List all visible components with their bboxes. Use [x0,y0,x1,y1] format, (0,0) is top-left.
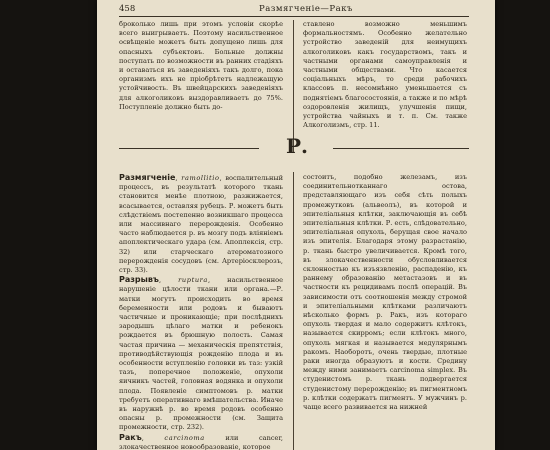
page-header [119,3,469,15]
paragraph: броколько лишь при этомъ условіи скорѣе всего выигрываетъ. Поэтому насильственное освѣщеніе можетъ быть допущено лишь для опасныхъ субъектовъ. Больные должны поступать по возможности въ ранних стадіяхъ и оставаться въ заведеніяхъ такъ долго, пока организмъ ихъ не пріобрѣтетъ надлежащую устойчивость. Въ швейцарскихъ заведеніяхъ для алкоголиковъ выздоравливаетъ до 75%. Поступленіе должно быть до- [119,20,283,111]
dictionary-entry: Ракъ, carcinoma или cancer, злокачественное новообразованіе, которое [119,432,283,450]
section-rule-right [333,148,469,149]
bottom-left-column [119,173,283,450]
entry-text: или cancer, злокачественное новообразованіе, которое [119,433,283,450]
entry-text: , воспалительный процессъ, въ результатѣ которого ткань становится менѣе плотною, разжижается, всасывается, оставляя рубецъ. Р. можетъ быть слѣдствіемъ постепенно возникшаго процесса или массивнаго перерожденія. Особенно часто наблюдается р. въ мозгу подъ вліяніемъ апоплектическаго удара (см. Апоплексія, стр. 32) или старческаго атероматозного перерожденія сосудовъ (см. Артеріосклерозъ, стр. 33). [119,174,283,275]
dictionary-entry: Размягченіе, ramollitio, воспалительный процессъ, въ результатѣ которого ткань становится менѣе плотною, разжижается, всасывается, оставляя рубецъ. Р. можетъ быть слѣдствіемъ постепенно возникшаго процесса или массивнаго перерожденія. Особенно часто наблюдается р. въ мозгу подъ вліяніемъ апоплектическаго удара (см. Апоплексія, стр. 32) или старческаго атероматозного перерожденія сосудовъ (см. Артеріосклерозъ, стр. 33). [119,173,283,275]
header-rule [119,16,469,17]
entry-latin-term: ruptura [178,276,208,285]
entry-text: , насильственное нарушеніе цѣлости ткани или органа.—Р. матки могутъ происходить во время беременности или родовъ и бываютъ частичные и проникающіе; при послѣднихъ зародышъ цѣлаго матки и ребенокъ рождается въ брюшную полость. Самая частая причина — механическія препятствія, противодѣйствующія рожденію плода и въ особенности вступленію головки въ таз: узкій тазъ, поперечное положеніе, опухоли яичникъ частей, головная водянка и опухоли плода. Появленіе симптомовъ р. матки требуетъ оперативнаго вмѣшательства. Иначе въ наружнѣ р. во время родовъ особенно опасны р. промежности (см. Защита промежности, стр. 232). [119,276,283,432]
column-divider [293,172,294,450]
column-divider [293,20,294,152]
bottom-right-column [303,173,467,450]
page-number: 458 [119,4,136,14]
running-title: Размягченіе—Ракъ [259,4,353,14]
book-page [97,0,495,450]
entry-title: Ракъ [119,432,142,442]
entry-latin-term: ramollitio [181,174,220,182]
section-rule-left [119,148,259,149]
paragraph: ставлено возможно меньшимъ формальностямъ. Особенно желательно устройство заведеній для неимущихъ алкоголиковъ какъ государствомъ, такъ и частными органами самоуправленія и частными обществами. Что касается соціальныхъ мѣръ, то среди рабочихъ классовъ п. несомнѣнно уменьшается съ поднятіемъ благосостоянія, а также и по мѣрѣ оздоровленія жилищъ, улучшенія пищи, устройства чайныхъ и т. п. См. также Алкоголизмъ, стр. 11. [303,20,467,130]
entry-latin-term: carcinoma [164,433,205,442]
section-letter: Р. [285,134,308,158]
entry-title: Размягченіе [119,173,176,182]
dictionary-entry: Разрывъ, ruptura, насильственное нарушеніе цѣлости ткани или органа.—Р. матки могутъ происходить во время беременности или родовъ и бываютъ частичные и проникающіе; при послѣднихъ зародышъ цѣлаго матки и ребенокъ рождается въ брюшную полость. Самая частая причина — механическія препятствія, противодѣйствующія рожденію плода и въ особенности вступленію головки въ таз: узкій тазъ, поперечное положеніе, опухоли яичникъ частей, головная водянка и опухоли плода. Появленіе симптомовъ р. матки требуетъ оперативнаго вмѣшательства. Иначе въ наружнѣ р. во время родовъ особенно опасны р. промежности (см. Защита промежности, стр. 232). [119,275,283,432]
paragraph: состоитъ, подобно железамъ, изъ соединительнотканнаго остова, представляющаго изъ себя сѣть полыхъ промежутковъ (альвеолъ), въ которой и эпителіальныя клѣтки, заключающія въ себѣ эпителіальныя клѣтки. Р. есть, слѣдовательно, эпителіальная опухоль, берущая свое начало изъ эпителія. Благодаря этому разрастанію, р. ткань быстро увеличивается. Кромѣ того, въ злокачественности обусловливается склонностью къ изъязвленію, распаденію, къ раннему образованію метастазовъ и въ частности къ рецидивамъ послѣ операцій. Въ зависимости отъ соотношенія между стромой и эпителіальными клѣтками различаютъ нѣсколько формъ р. Ракъ, изъ котораго опухоль твердая и мало содержитъ клѣтокъ, называется скирромъ; если клѣтокъ много, опухоль мягкая и называется медулярнымъ ракомъ. Наоборотъ, очень твердые, плотные раки иногда образуютъ и кости. Средину между ними занимаетъ carcinoma simplex. Въ студенистомъ р. ткань подвергается студенистому перерожденію; въ пигментномъ р. клѣтки содержатъ пигментъ. У мужчинъ р. чаще всего развивается на нижней [303,173,467,412]
entry-title: Разрывъ [119,275,159,285]
